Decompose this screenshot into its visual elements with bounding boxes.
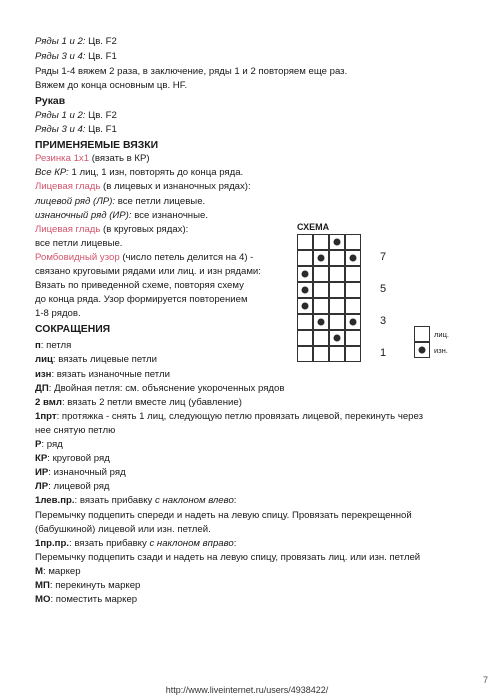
stockinette-name: Лицевая гладь: [35, 181, 101, 192]
diamond-line: до конца ряда. Узор формируется повторением: [35, 294, 248, 305]
chart-cell-knit: [345, 330, 361, 346]
abbr-item: [35, 340, 71, 352]
chart-cell-knit: [313, 346, 329, 362]
chart-cell-purl: [345, 250, 361, 266]
chart-cell-knit: [345, 298, 361, 314]
abbr-inc-left: [35, 495, 236, 507]
rs-label: лицевой ряд (ЛР):: [35, 196, 116, 207]
chart-row-number: 1: [380, 347, 387, 359]
abbr-text: : круговой ряд: [47, 453, 110, 464]
row-text: Цв. F1: [85, 51, 117, 62]
inc-right-line: Перемычку подцепить сзади и надеть на левую спицу, провязать лиц. или изн. петлей: [35, 552, 421, 563]
row-label: Ряды 1 и 2:: [35, 36, 86, 47]
rib-row-label: Все КР:: [35, 167, 69, 178]
stockinette-round-note: (в круговых рядах):: [100, 224, 189, 235]
abbr-colon: :: [233, 495, 237, 506]
abbr-item: [35, 439, 63, 451]
abbr-item: [35, 580, 140, 592]
purl-dot-icon: [419, 347, 426, 354]
purl-dot-icon: [302, 287, 309, 294]
row-text: Цв. F2: [85, 110, 117, 121]
rib-row: [35, 167, 243, 179]
legend-purl-label: изн.: [434, 346, 448, 355]
abbr-text: : ряд: [41, 439, 63, 450]
chart-cell-knit: [329, 346, 345, 362]
diamond-line: 1-8 рядов.: [35, 308, 81, 319]
chart-cell-purl: [313, 250, 329, 266]
chart-cell-knit: [297, 330, 313, 346]
stockinette-rs: [35, 196, 205, 208]
legend-knit-label: лиц.: [434, 330, 449, 339]
row-label: Ряды 1 и 2:: [35, 110, 86, 121]
chart-cell-knit: [297, 234, 313, 250]
ws-text: все изнаночные.: [131, 210, 209, 221]
rs-text: все петли лицевые.: [115, 196, 206, 207]
rib-name: Резинка 1х1: [35, 153, 90, 164]
chart-cell-purl: [297, 266, 313, 282]
chart-cell-purl: [297, 298, 313, 314]
chart-cell-knit: [313, 266, 329, 282]
chart-cell-purl: [297, 282, 313, 298]
abbr-key: МП: [35, 580, 50, 591]
abbr-text: : лицевой ряд: [48, 481, 110, 492]
abbr-key: ИР: [35, 467, 49, 478]
chart-cell-purl: [313, 314, 329, 330]
diamond-line: связано круговыми рядами или лиц. и изн рядами:: [35, 266, 261, 277]
chart-cell-knit: [345, 266, 361, 282]
sleeve-heading: Рукав: [35, 96, 66, 107]
abbr-key: 1лев.пр.: [35, 495, 75, 506]
abbr-colon: :: [233, 538, 237, 549]
chart-cell-knit: [297, 346, 313, 362]
abbr-item: [35, 383, 284, 395]
rib-note: (вязать в КР): [89, 153, 150, 164]
abbr-text: : протяжка - снять 1 лиц, следующую петлю провязать лицевой, перекинуть через: [56, 411, 424, 422]
abbr-item: [35, 354, 157, 366]
main-color-instruction: Вяжем до конца основным цв. HF.: [35, 80, 188, 91]
row-3-4: [35, 51, 117, 63]
diamond-title: [35, 252, 253, 264]
legend-purl-symbol: [414, 342, 430, 358]
chart-cell-knit: [329, 298, 345, 314]
abbr-text: : вязать прибавку: [74, 495, 155, 506]
page-number: 7: [482, 675, 488, 685]
abbr-text: : вязать 2 петли вместе лиц (убавление): [61, 397, 242, 408]
chart-cell-knit: [329, 314, 345, 330]
abbr-key: М: [35, 566, 43, 577]
chart-cell-knit: [297, 314, 313, 330]
abbr-key: изн: [35, 369, 52, 380]
abbr-text: : вязать прибавку: [68, 538, 150, 549]
row-1-2: [35, 36, 117, 48]
abbr-text: : перекинуть маркер: [49, 580, 141, 591]
diamond-note: (число петель делится на 4) -: [119, 252, 254, 263]
chart-cell-purl: [329, 234, 345, 250]
diamond-line: Вязать по приведенной схеме, повторяя схему: [35, 280, 244, 291]
purl-dot-icon: [350, 255, 357, 262]
abbr-text: : вязать изнаночные петли: [51, 369, 170, 380]
abbr-text: : вязать лицевые петли: [52, 354, 158, 365]
rows-instruction: Ряды 1-4 вяжем 2 раза, в заключение, ряды 1 и 2 повторяем еще раз.: [35, 66, 348, 77]
chart-cell-knit: [329, 266, 345, 282]
abbr-text: : поместить маркер: [50, 594, 138, 605]
stockinette-round-title: [35, 224, 188, 236]
chart-cell-knit: [345, 282, 361, 298]
chart-cell-knit: [329, 282, 345, 298]
chart-row-number: 5: [380, 283, 387, 295]
stockinette-ws: [35, 210, 208, 222]
legend-knit-symbol: [414, 326, 430, 342]
abbr-key: ЛР: [35, 481, 49, 492]
abbr-text: : маркер: [43, 566, 81, 577]
chart-row-number: 3: [380, 315, 387, 327]
purl-dot-icon: [302, 303, 309, 310]
abbr-item: [35, 594, 137, 606]
diamond-name: Ромбовидный узор: [35, 252, 120, 263]
footer-url: http://www.liveinternet.ru/users/4938422/: [165, 685, 329, 695]
inc-left-line: (бабушкиной) лицевой или изн. петлей.: [35, 524, 211, 535]
abbr-key: ДП: [35, 383, 49, 394]
abbr-text: : петля: [40, 340, 72, 351]
purl-dot-icon: [318, 319, 325, 326]
stockinette-round-line: все петли лицевые.: [35, 238, 123, 249]
abbr-key: 1прт: [35, 411, 57, 422]
abbr-item: [35, 566, 81, 578]
abbr-key: лиц: [35, 354, 53, 365]
purl-dot-icon: [334, 239, 341, 246]
abbr-item: [35, 481, 110, 493]
abbr-key: МО: [35, 594, 51, 605]
row-text: Цв. F2: [85, 36, 117, 47]
stockinette-round-name: Лицевая гладь: [35, 224, 101, 235]
row-label: Ряды 3 и 4:: [35, 124, 86, 135]
abbr-italic: с наклоном вправо: [149, 538, 234, 549]
inc-left-line: Перемычку подцепить спереди и надеть на левую спицу. Провязать перекрещенной: [35, 510, 412, 521]
chart-cell-knit: [345, 346, 361, 362]
chart-cell-knit: [297, 250, 313, 266]
abbr-key: КР: [35, 453, 48, 464]
abbr-item: [35, 369, 170, 381]
abbr-key: 1пр.пр.: [35, 538, 69, 549]
sleeve-row-1-2: [35, 110, 117, 122]
abbr-item: [35, 411, 423, 423]
stitch-chart: [297, 234, 361, 362]
chart-cell-purl: [345, 314, 361, 330]
abbr-item: [35, 467, 126, 479]
chart-row-number: 7: [380, 251, 387, 263]
abbr-text: : Двойная петля: см. объяснение укороченных рядов: [48, 383, 285, 394]
abbr-key: Р: [35, 439, 42, 450]
row-label: Ряды 3 и 4:: [35, 51, 86, 62]
abbr-item: [35, 397, 242, 409]
chart-cell-knit: [313, 298, 329, 314]
sleeve-row-3-4: [35, 124, 117, 136]
chart-cell-knit: [313, 282, 329, 298]
chart-cell-knit: [345, 234, 361, 250]
abbr-key: 2 вмл: [35, 397, 62, 408]
rib-title: [35, 153, 150, 165]
abbr-continuation: нее снятую петлю: [35, 425, 116, 436]
abbr-key: п: [35, 340, 41, 351]
purl-dot-icon: [302, 271, 309, 278]
chart-cell-purl: [329, 330, 345, 346]
abbr-inc-right: [35, 538, 236, 550]
chart-cell-knit: [313, 330, 329, 346]
abbreviations-heading: СОКРАЩЕНИЯ: [35, 324, 111, 335]
abbr-item: [35, 453, 110, 465]
applied-stitches-heading: ПРИМЕНЯЕМЫЕ ВЯЗКИ: [35, 140, 159, 151]
chart-title: СХЕМА: [297, 222, 330, 232]
purl-dot-icon: [334, 335, 341, 342]
abbr-text: : изнаночный ряд: [48, 467, 126, 478]
stockinette-title: [35, 181, 251, 193]
stockinette-note: (в лицевых и изнаночных рядах):: [100, 181, 251, 192]
ws-label: изнаночный ряд (ИР):: [35, 210, 132, 221]
abbr-italic: с наклоном влево: [155, 495, 234, 506]
chart-cell-knit: [329, 250, 345, 266]
chart-cell-knit: [313, 234, 329, 250]
purl-dot-icon: [318, 255, 325, 262]
rib-row-text: 1 лиц, 1 изн, повторять до конца ряда.: [68, 167, 244, 178]
row-text: Цв. F1: [85, 124, 117, 135]
purl-dot-icon: [350, 319, 357, 326]
